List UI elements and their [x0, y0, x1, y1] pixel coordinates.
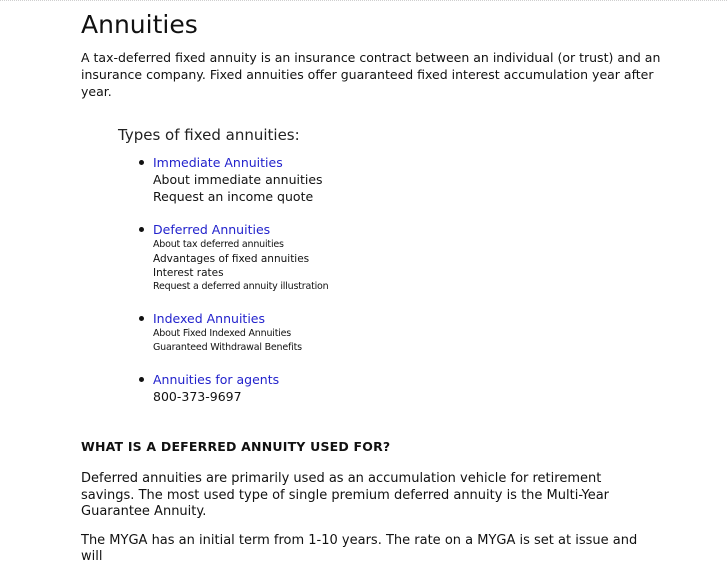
- guaranteed-withdrawal-link[interactable]: Guaranteed Withdrawal Benefits: [153, 342, 302, 353]
- page-title: Annuities: [81, 10, 198, 39]
- bullet-icon: [139, 160, 144, 165]
- types-list: [118, 154, 681, 405]
- immediate-annuities-link[interactable]: Immediate Annuities: [153, 155, 283, 170]
- top-divider: [0, 0, 727, 2]
- deferred-use-paragraph: Deferred annuities are primarily used as an accumulation vehicle for retirement savings. The most used type of single premium deferred annuity is the Multi-Year Guarantee Annuity.: [81, 471, 610, 519]
- phone-number: 800-373-9697: [153, 389, 242, 404]
- about-tax-deferred-link[interactable]: About tax deferred annuities: [153, 239, 284, 250]
- myga-paragraph: The MYGA has an initial term from 1-10 years. The rate on a MYGA is set at issue and will: [81, 532, 638, 564]
- indexed-annuities-link[interactable]: Indexed Annuities: [153, 311, 265, 326]
- annuity-types-section: [118, 126, 681, 405]
- deferred-annuities-link[interactable]: Deferred Annuities: [153, 222, 271, 237]
- income-quote-link[interactable]: Request an income quote: [153, 189, 314, 204]
- list-item-agents: [153, 371, 681, 405]
- main-content: [81, 10, 681, 566]
- bullet-icon: [139, 316, 144, 321]
- agents-link[interactable]: Annuities for agents: [153, 372, 280, 387]
- deferred-illustration-link[interactable]: Request a deferred annuity illustration: [153, 281, 329, 292]
- about-immediate-link[interactable]: About immediate annuities: [153, 172, 323, 187]
- deferred-use-heading: WHAT IS A DEFERRED ANNUITY USED FOR?: [81, 439, 391, 454]
- bullet-icon: [139, 377, 144, 382]
- bullet-icon: [139, 227, 144, 232]
- list-item-deferred: [153, 221, 681, 294]
- about-fixed-indexed-link[interactable]: About Fixed Indexed Annuities: [153, 328, 292, 339]
- intro-paragraph: A tax-deferred fixed annuity is an insurance contract between an individual (or trust) and an insurance company. Fixed annuities offer guaranteed fixed interest accumulation year after year.: [81, 50, 661, 99]
- list-item-indexed: [153, 310, 681, 355]
- list-item-immediate: [153, 154, 681, 205]
- advantages-link[interactable]: Advantages of fixed annuities: [153, 253, 310, 265]
- interest-rates-link[interactable]: Interest rates: [153, 267, 224, 279]
- types-heading: Types of fixed annuities:: [118, 126, 300, 144]
